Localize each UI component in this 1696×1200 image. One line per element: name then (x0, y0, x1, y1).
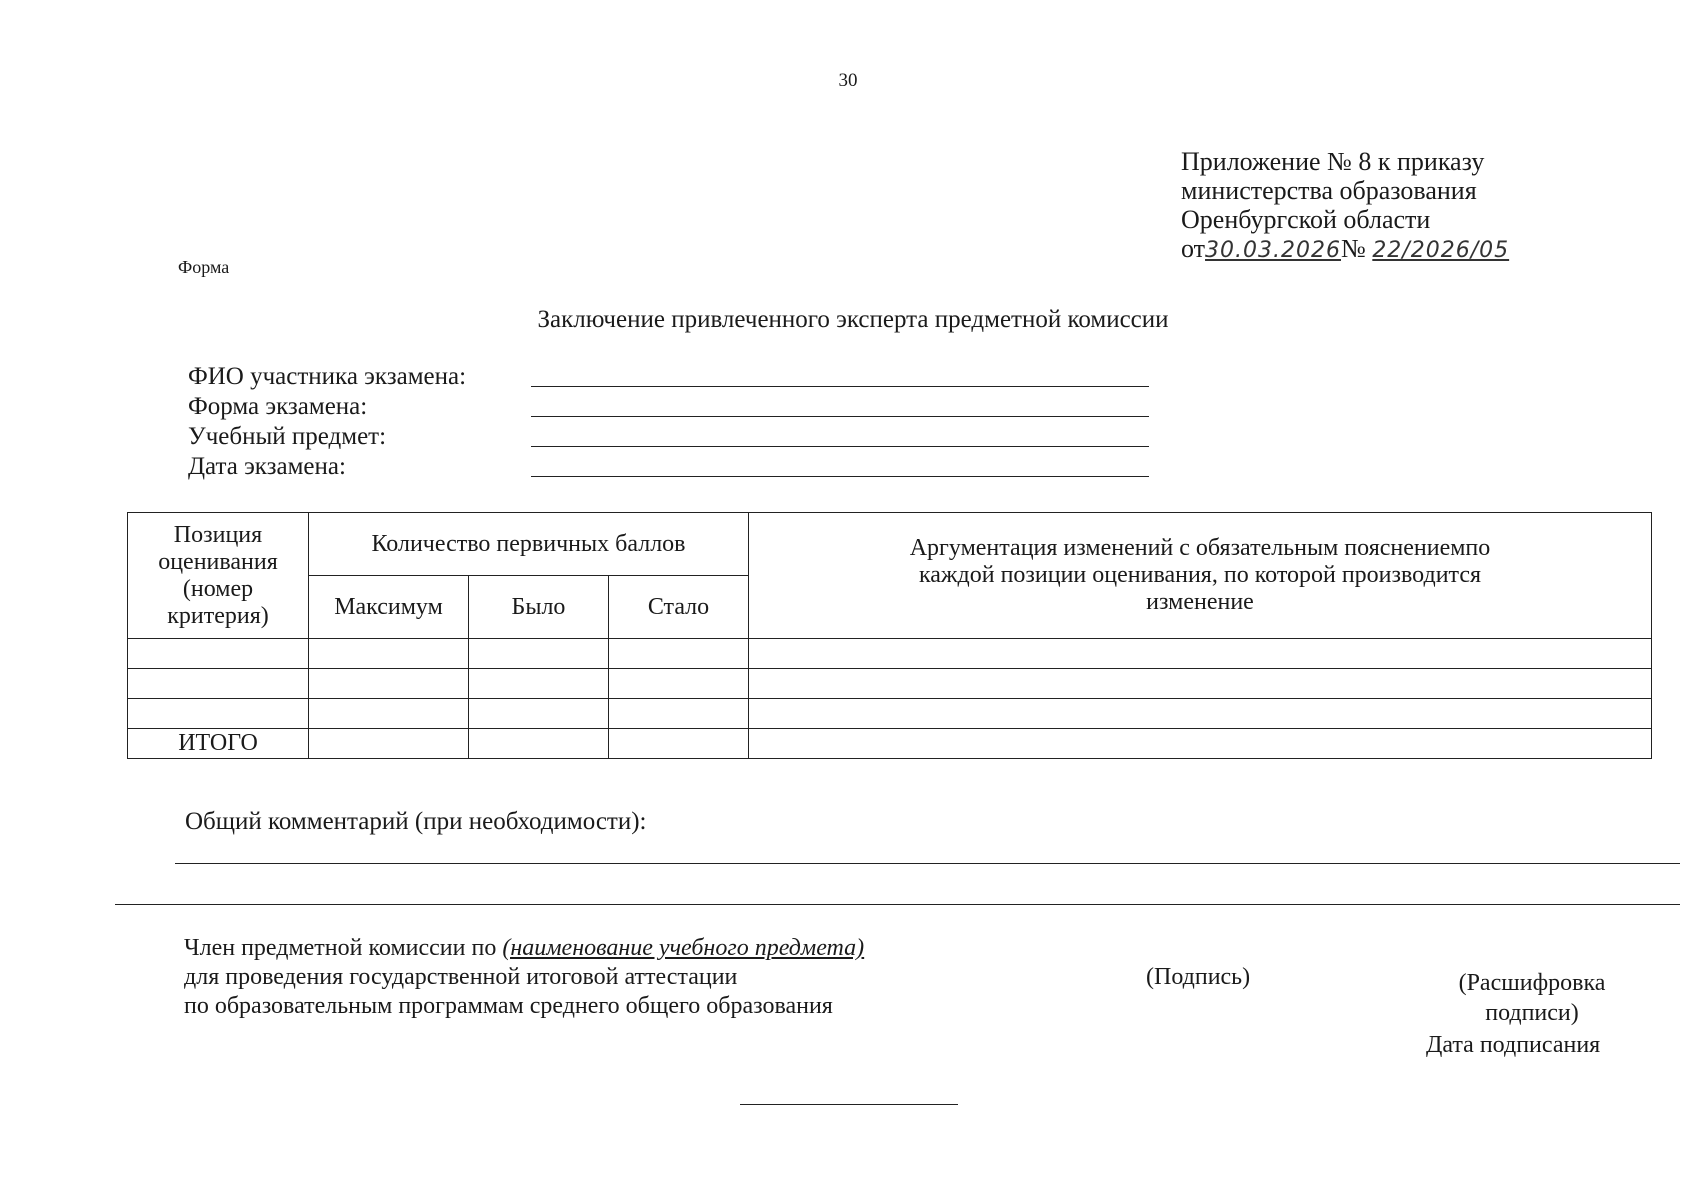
cell-argument[interactable] (749, 669, 1652, 699)
cell-total-became[interactable] (609, 729, 749, 759)
exam-form-input-line[interactable] (531, 416, 1149, 417)
field-subject (188, 422, 466, 452)
cell-position[interactable] (128, 669, 309, 699)
table-row (128, 699, 1652, 729)
cell-was[interactable] (469, 669, 609, 699)
header-became: Стало (609, 576, 749, 639)
comment-line-2[interactable] (115, 904, 1680, 905)
order-number-handwritten: 22/2026/05 (1372, 238, 1510, 263)
subject-input-line[interactable] (531, 446, 1149, 447)
appendix-line-1: Приложение № 8 к приказу (1181, 147, 1485, 176)
field-exam-date (188, 452, 466, 482)
appendix-header (1181, 147, 1509, 265)
header-position: Позиция оценивания (номер критерия) (128, 513, 309, 639)
cell-position[interactable] (128, 699, 309, 729)
header-argument: Аргументация изменений с обязательным пояснениемпо каждой позиции оценивания, по которой производится изменение (749, 513, 1652, 639)
appendix-number-sign: № (1341, 234, 1366, 263)
cell-became[interactable] (609, 669, 749, 699)
cell-was[interactable] (469, 639, 609, 669)
header-was: Было (469, 576, 609, 639)
appendix-from-prefix: от (1181, 234, 1206, 263)
field-label: Форма экзамена: (188, 393, 368, 420)
appendix-line-2: министерства образования (1181, 176, 1477, 205)
field-label: Учебный предмет: (188, 423, 387, 450)
table-row (128, 639, 1652, 669)
cell-total-was[interactable] (469, 729, 609, 759)
cell-max[interactable] (309, 669, 469, 699)
order-date-handwritten: 30.03.2026 (1205, 238, 1341, 263)
header-max: Максимум (309, 576, 469, 639)
field-participant-name (188, 362, 466, 392)
cell-argument[interactable] (749, 699, 1652, 729)
cell-max[interactable] (309, 699, 469, 729)
cell-total-argument[interactable] (749, 729, 1652, 759)
signing-line[interactable] (740, 1104, 958, 1105)
signature-label: (Подпись) (1146, 964, 1251, 990)
table-total-row (128, 729, 1652, 759)
total-label: ИТОГО (128, 729, 309, 759)
score-change-table (127, 512, 1652, 759)
member-prefix: Член предметной комиссии по (184, 935, 503, 961)
comment-label: Общий комментарий (при необходимости): (185, 808, 647, 835)
header-points-group: Количество первичных баллов (309, 513, 749, 576)
cell-argument[interactable] (749, 639, 1652, 669)
cell-position[interactable] (128, 639, 309, 669)
cell-became[interactable] (609, 639, 749, 669)
exam-info-fields (188, 362, 466, 482)
cell-total-max[interactable] (309, 729, 469, 759)
appendix-line-3: Оренбургской области (1181, 205, 1431, 234)
form-label: Форма (178, 257, 230, 277)
table-header-row (128, 513, 1652, 576)
table-row (128, 669, 1652, 699)
document-title: Заключение привлеченного эксперта предметной комиссии (537, 306, 1169, 333)
participant-name-input-line[interactable] (531, 386, 1149, 387)
cell-was[interactable] (469, 699, 609, 729)
commission-member-block (184, 934, 864, 1021)
appendix-line-4 (1181, 234, 1509, 265)
signature-decode-label: (Расшифровка подписи) (1458, 970, 1606, 1026)
subject-name-placeholder: (наименование учебного предмета) (502, 935, 865, 961)
exam-date-input-line[interactable] (531, 476, 1149, 477)
page-number: 30 (838, 70, 858, 91)
member-line-3: по образовательным программам среднего общего образования (184, 993, 833, 1019)
field-label: ФИО участника экзамена: (188, 363, 467, 390)
member-line-2: для проведения государственной итоговой аттестации (184, 964, 738, 990)
cell-became[interactable] (609, 699, 749, 729)
comment-line-1[interactable] (175, 863, 1680, 864)
cell-max[interactable] (309, 639, 469, 669)
field-label: Дата экзамена: (188, 453, 346, 480)
member-line-1 (184, 934, 864, 963)
signing-date-label: Дата подписания (1426, 1032, 1601, 1058)
field-exam-form (188, 392, 466, 422)
